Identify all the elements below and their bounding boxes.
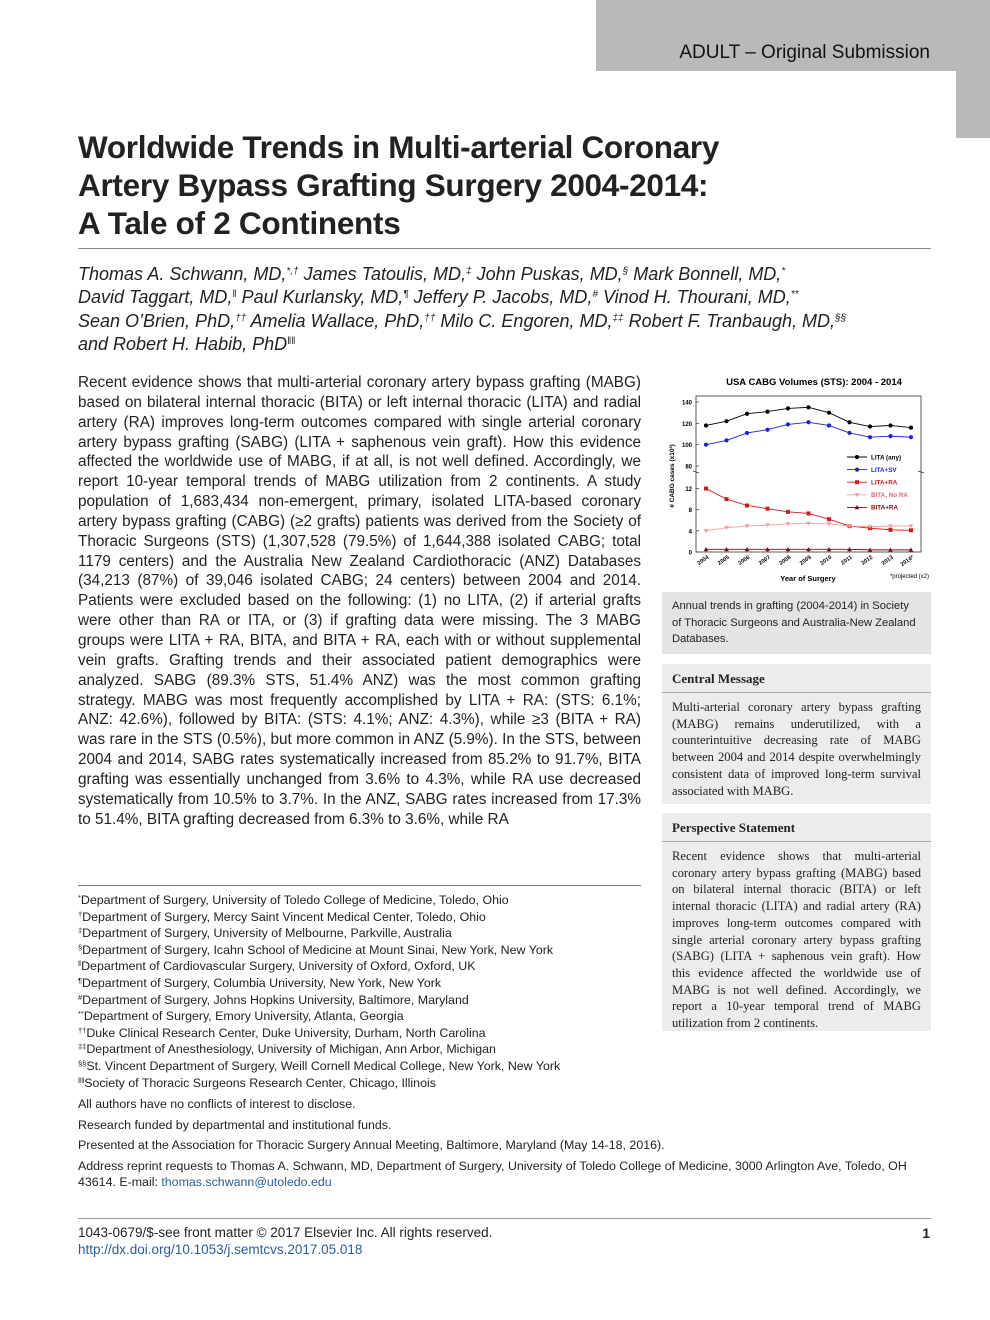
- y-tick-label: 80: [685, 464, 692, 471]
- conflict-statement: All authors have no conflicts of interest to disclose.: [78, 1097, 356, 1111]
- affiliation-text: Department of Surgery, Mercy Saint Vincent Medical Center, Toledo, Ohio: [82, 909, 486, 924]
- title-line-1: Worldwide Trends in Multi-arterial Coronary: [78, 129, 720, 165]
- x-tick-label: 2006: [737, 554, 752, 567]
- affiliation-text: Department of Surgery, Columbia University, New York, New York: [82, 975, 442, 990]
- author-affiliation-mark: ‡‡: [612, 312, 624, 324]
- author: David Taggart, MD,: [78, 287, 233, 308]
- x-tick-label: 2005: [717, 554, 731, 567]
- author: James Tatoulis, MD,: [303, 264, 467, 284]
- title-rule: [78, 248, 931, 249]
- perspective-heading: Perspective Statement: [662, 813, 931, 842]
- affiliation-text: Duke Clinical Research Center, Duke University, Durham, North Carolina: [86, 1025, 486, 1040]
- page-number: 1: [922, 1225, 930, 1241]
- central-message-text: Multi-arterial coronary artery bypass grafting (MABG) remains underutilized, with a counterintuitive decreasing rate of MABG between 2004 and 2014 despite overwhelmingly consistent data of improved long-term survival associated with MABG.: [672, 700, 921, 798]
- x-tick-label: 2014*: [899, 554, 916, 569]
- y-tick-label: 4: [688, 529, 692, 536]
- affiliation-text: Department of Surgery, University of Toledo College of Medicine, Toledo, Ohio: [80, 893, 509, 907]
- author-affiliation-mark: ††: [424, 312, 436, 324]
- chart-annotation: *projected (x2): [889, 574, 929, 580]
- author: Thomas A. Schwann, MD,: [78, 264, 287, 284]
- reprint-address-text: Address reprint requests to Thomas A. Schwann, MD, Department of Surgery, University of Toledo College of Medicine, 3000 Arlington Ave, Toledo, OH 43614. E-mail:: [78, 1158, 907, 1190]
- affiliation-item: [78, 1041, 678, 1058]
- data-point-2: [909, 528, 913, 532]
- legend-label: BITA, No RA: [871, 492, 908, 500]
- affiliation-text: Department of Surgery, University of Melbourne, Parkville, Australia: [82, 926, 452, 941]
- author-affiliation-mark: **: [790, 289, 799, 301]
- side-tab: [956, 71, 990, 138]
- x-tick-label: 2007: [758, 554, 772, 567]
- presentation-note: Presented at the Association for Thoracic Surgery Annual Meeting, Baltimore, Maryland (May 14-18, 2016).: [78, 1138, 665, 1153]
- doi-link[interactable]: http://dx.doi.org/10.1053/j.semtcvs.2017.05.018: [78, 1242, 363, 1257]
- data-point-2: [725, 497, 729, 501]
- affiliation-item: [78, 909, 678, 926]
- affiliation-mark: §: [78, 942, 83, 952]
- x-tick-label: 2010: [819, 554, 834, 567]
- x-tick-label: 2012: [860, 554, 875, 567]
- data-point-2: [766, 507, 770, 511]
- cabg-volume-chart: [662, 366, 931, 586]
- data-point-1: [868, 435, 872, 439]
- x-tick-label: 2004: [696, 554, 711, 567]
- x-tick-label: 2013: [881, 554, 895, 567]
- author-affiliation-mark: ¶: [403, 289, 409, 301]
- author-affiliation-mark: ‖‖: [287, 336, 296, 348]
- affiliation-text: St. Vincent Department of Surgery, Weill Cornell Medical College, New York, New York: [86, 1058, 561, 1073]
- legend-label: LITA+RA: [871, 479, 898, 487]
- article-notes: [78, 1096, 938, 1195]
- author-affiliation-mark: ††: [235, 312, 247, 324]
- author-affiliation-mark: §§: [835, 312, 847, 324]
- legend-marker: [855, 455, 859, 459]
- data-point-0: [704, 423, 708, 427]
- affiliation-mark: #: [78, 992, 83, 1002]
- reprint-address: [78, 1158, 938, 1191]
- data-point-1: [786, 422, 790, 426]
- article-title: [78, 128, 818, 242]
- x-tick-label: 2008: [778, 554, 793, 567]
- data-point-0: [786, 406, 790, 410]
- data-point-0: [745, 412, 749, 416]
- affiliation-text: Department of Surgery, Emory University, Atlanta, Georgia: [83, 1009, 404, 1024]
- affiliations: [78, 892, 678, 1091]
- author-affiliation-mark: *: [781, 266, 786, 277]
- abstract: Recent evidence shows that multi-arterial coronary artery bypass grafting (MABG) based on bilateral internal thoracic (BITA) or left internal thoracic (LITA) and radial artery (RA) improves long-term outcomes compared with single arterial coronary artery bypass grafting (SABG) (LITA + saphenous vein graft). How this evidence affected the worldwide use of MABG, if at all, is not well defined. Accordingly, we report 10-year temporal trends of MABG utilization from 2 continents. A study population of 1,683,434 non-emergent, primary, isolated LITA-based coronary artery bypass grafting (CABG) (≥2 grafts) patients was derived from the Society of Thoracic Surgeons (STS) (1,307,528 (79.5%) of 1,644,388 isolated CABG; total 1179 centers) and the Australia New Zealand Cardiothoracic (ANZ) Databases (34,213 (87%) of 39,046 isolated CABG; 24 centers) between 2004 and 2014. Patients were excluded based on the following: (1) no LITA, (2) if arterial grafts were other than RA or ITA, or (3) if grafting data were missing. The 3 MABG groups were LITA + RA, BITA, and BITA + RA, each with or without supplemental vein grafts. Grafting trends and their associated patient demographics were analyzed. SABG (89.3% STS, 51.4% ANZ) was the most common grafting strategy. MABG was most frequently accomplished by LITA + RA: (STS: 6.1%; ANZ: 42.6%), followed by BITA: (STS: 4.1%; ANZ: 4.3%), while ≥3 (BITA + RA) was rare in the STS (0.5%), but more common in ANZ (5.9%). In the STS, between 2004 and 2014, SABG rates systematically increased from 85.2% to 91.7%, BITA grafting was essentially unchanged from 3.6% to 4.3%, while RA use decreased systematically from 10.5% to 3.7%. In the ANZ, SABG rates increased from 17.3% to 51.4%, BITA grafting decreased from 6.3% to 3.6%, while RA: [78, 374, 641, 828]
- perspective-text: Recent evidence shows that multi-arterial coronary artery bypass grafting (MABG) based on bilateral internal thoracic (BITA) or left internal thoracic (LITA) and radial artery (RA) improves long-term outcomes compared with single arterial coronary artery bypass grafting (SABG) (LITA + saphenous vein graft). How this evidence affected the worldwide use of MABG is not well defined. Accordingly, we report a 10-year temporal trend of MABG utilization from 2 continents.: [672, 849, 921, 1031]
- data-point-0: [724, 419, 728, 423]
- author: Paul Kurlansky, MD,: [241, 287, 404, 308]
- affiliation-mark: ‡: [78, 926, 83, 936]
- author-affiliation-mark: #: [592, 289, 598, 301]
- footer-rule: [78, 1218, 931, 1219]
- affiliation-mark: ‖: [78, 959, 82, 969]
- affiliation-text: Department of Cardiovascular Surgery, University of Oxford, Oxford, UK: [81, 959, 476, 974]
- author-email-link[interactable]: thomas.schwann@utoledo.edu: [161, 1175, 332, 1190]
- title-line-3: A Tale of 2 Continents: [78, 205, 401, 241]
- data-point-1: [806, 420, 810, 424]
- data-point-0: [847, 420, 851, 424]
- data-point-2: [786, 510, 790, 514]
- y-tick-label: 100: [681, 443, 692, 450]
- author: and Robert H. Habib, PhD: [78, 334, 288, 355]
- data-point-1: [724, 438, 728, 442]
- affiliation-item: [78, 975, 678, 992]
- affiliation-item: [78, 925, 678, 942]
- author-list: [78, 263, 938, 357]
- affiliation-mark: **: [78, 1009, 84, 1019]
- data-point-0: [827, 411, 831, 415]
- affiliation-item: [78, 942, 678, 959]
- chart-title: USA CABG Volumes (STS): 2004 - 2014: [726, 377, 902, 388]
- section-label: ADULT – Original Submission: [679, 42, 930, 63]
- author: Jeffery P. Jacobs, MD,: [413, 287, 593, 308]
- x-tick-label: 2011: [840, 554, 854, 567]
- data-point-0: [806, 405, 810, 409]
- data-point-0: [909, 426, 913, 430]
- data-point-2: [745, 503, 749, 507]
- central-message-heading: Central Message: [662, 664, 931, 693]
- affiliation-mark: ‖‖: [78, 1075, 85, 1085]
- affiliation-text: Department of Surgery, Icahn School of Medicine at Mount Sinai, New York, New York: [82, 942, 554, 957]
- data-point-3: [704, 529, 709, 533]
- affiliation-item: [78, 1058, 678, 1075]
- affiliation-text: Society of Thoracic Surgeons Research Center, Chicago, Illinois: [84, 1075, 436, 1090]
- author-affiliation-mark: *,†: [286, 266, 299, 277]
- central-message-box: [662, 664, 931, 804]
- data-point-0: [868, 424, 872, 428]
- author: Robert F. Tranbaugh, MD,: [628, 310, 836, 331]
- data-point-1: [827, 423, 831, 427]
- data-point-1: [847, 431, 851, 435]
- affiliation-item: [78, 992, 678, 1009]
- data-point-2: [827, 517, 831, 521]
- figure: [662, 366, 931, 586]
- affiliation-mark: *: [78, 893, 81, 902]
- author-affiliation-mark: ‖: [232, 289, 237, 301]
- y-axis-label: # CABG cases (x10³): [669, 444, 676, 508]
- author: John Puskas, MD,: [476, 264, 623, 284]
- data-point-2: [807, 511, 811, 515]
- x-tick-label: 2009: [799, 554, 813, 567]
- author: Mark Bonnell, MD,: [633, 264, 782, 284]
- legend-marker: [855, 480, 859, 484]
- data-point-1: [745, 431, 749, 435]
- author: Amelia Wallace, PhD,: [250, 310, 425, 331]
- figure-caption: Annual trends in grafting (2004-2014) in Society of Thoracic Surgeons and Australia-New Zealand Databases.: [662, 592, 931, 654]
- y-tick-label: 120: [681, 421, 692, 428]
- y-tick-label: 8: [688, 508, 692, 515]
- data-point-2: [704, 487, 708, 491]
- legend-label: LITA (any): [871, 454, 902, 462]
- author: Vinod H. Thourani, MD,: [602, 287, 791, 308]
- affiliation-text: Department of Surgery, Johns Hopkins University, Baltimore, Maryland: [82, 992, 469, 1007]
- data-point-0: [765, 410, 769, 414]
- series-line-0: [706, 407, 911, 427]
- affiliation-item: [78, 1075, 678, 1092]
- data-point-1: [888, 434, 892, 438]
- affiliation-item: [78, 958, 678, 975]
- affiliation-mark: ‡‡: [78, 1042, 87, 1052]
- affiliation-mark: §§: [78, 1058, 87, 1068]
- author: Milo C. Engoren, MD,: [440, 310, 613, 331]
- affiliation-text: Department of Anesthesiology, University of Michigan, Ann Arbor, Michigan: [86, 1042, 496, 1057]
- affiliation-mark: ¶: [78, 975, 83, 985]
- issn-copyright: 1043-0679/$-see front matter © 2017 Elsevier Inc. All rights reserved.: [78, 1225, 493, 1240]
- legend-marker: [855, 468, 859, 472]
- data-point-1: [909, 435, 913, 439]
- affiliation-item: [78, 1025, 678, 1042]
- y-tick-label: 140: [681, 400, 692, 407]
- data-point-1: [765, 428, 769, 432]
- title-line-2: Artery Bypass Grafting Surgery 2004-2014:: [78, 167, 709, 203]
- perspective-box: [662, 813, 931, 1031]
- author: Sean O’Brien, PhD,: [78, 310, 236, 331]
- affiliation-mark: †: [78, 909, 83, 919]
- affiliation-mark: ††: [78, 1025, 87, 1035]
- legend-label: BITA+RA: [871, 504, 898, 512]
- y-tick-label: 0: [688, 550, 692, 557]
- y-tick-label: 12: [685, 487, 692, 494]
- plot-frame: [696, 396, 921, 552]
- affiliation-item: [78, 892, 678, 909]
- data-point-0: [888, 423, 892, 427]
- affiliation-item: [78, 1008, 678, 1025]
- x-axis-label: Year of Surgery: [780, 574, 836, 583]
- data-point-1: [704, 443, 708, 447]
- author-affiliation-mark: ‡: [466, 266, 472, 277]
- legend-label: LITA+SV: [871, 466, 897, 474]
- author-affiliation-mark: §: [622, 266, 629, 277]
- funding-statement: Research funded by departmental and institutional funds.: [78, 1117, 392, 1132]
- footnote-rule: [78, 885, 641, 886]
